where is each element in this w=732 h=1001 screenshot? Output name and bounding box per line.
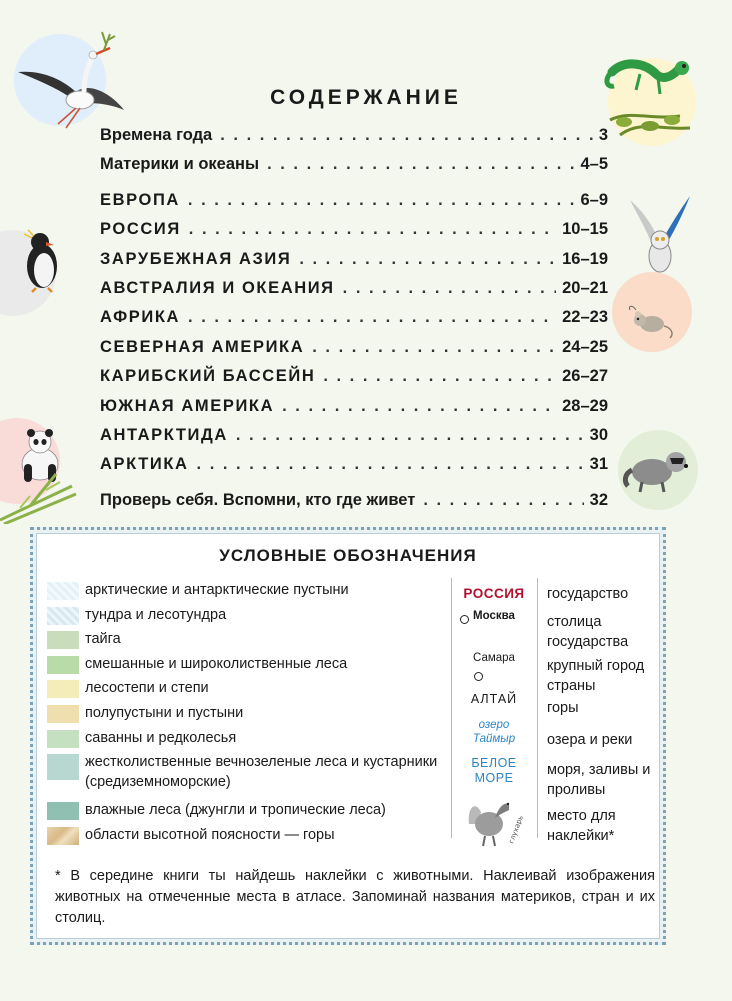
- symbol-capital-sample: Москва: [473, 610, 515, 622]
- contents-item-pages: 28–29: [562, 396, 608, 415]
- contents-item-label: АНТАРКТИДА: [100, 425, 228, 444]
- zone-label: полупустыни и пустыни: [85, 704, 244, 721]
- symbol-city-sample: Самара: [473, 652, 515, 664]
- contents-item-pages: 26–27: [562, 367, 608, 386]
- contents-item[interactable]: [100, 220, 608, 249]
- contents-item-label: Времена года: [100, 126, 213, 144]
- zone-item: [47, 605, 451, 630]
- meaning-state: государство: [547, 586, 629, 602]
- zone-label: тайга: [85, 631, 121, 648]
- contents-item-pages: 3: [598, 126, 608, 144]
- symbol-sea-line2: МОРЕ: [474, 771, 514, 785]
- mouse-illustration: [626, 300, 678, 340]
- leader-dots: [189, 220, 556, 239]
- zone-label: тундра и лесотундра: [85, 606, 227, 623]
- leader-dots: [197, 455, 584, 474]
- stork-illustration: [18, 30, 128, 130]
- symbol-lake-line2: Таймыр: [472, 733, 516, 745]
- zone-label: лесостепи и степи: [85, 680, 209, 697]
- owl-illustration: [624, 192, 696, 282]
- zone-item: [47, 580, 451, 605]
- zone-swatch: [47, 680, 79, 698]
- meaning-seas: моря, заливы и проливы: [547, 762, 651, 798]
- natural-zones-list: [47, 580, 451, 849]
- leader-dots: [236, 426, 584, 445]
- contents-item[interactable]: [100, 279, 608, 308]
- zone-swatch: [47, 631, 79, 649]
- zone-label: влажные леса (джунгли и тропические леса): [85, 802, 386, 819]
- zone-swatch: [47, 582, 79, 600]
- contents-list: [100, 126, 608, 520]
- contents-item-label: СЕВЕРНАЯ АМЕРИКА: [100, 337, 305, 356]
- zone-swatch mountain-texture: [47, 827, 79, 845]
- leader-dots: [423, 491, 583, 510]
- legend-title: УСЛОВНЫЕ ОБОЗНАЧЕНИЯ: [219, 546, 477, 565]
- contents-item-pages: 32: [589, 490, 608, 509]
- symbol-lake: [451, 718, 537, 746]
- contents-item[interactable]: [100, 491, 608, 520]
- contents-item-label: ЮЖНАЯ АМЕРИКА: [100, 396, 275, 415]
- column-divider: [537, 578, 538, 838]
- contents-item-pages: 10–15: [562, 220, 608, 239]
- contents-item-label: АРКТИКА: [100, 455, 189, 474]
- leader-dots: [299, 250, 556, 269]
- contents-item-pages: 31: [589, 455, 608, 474]
- capital-marker-icon: [421, 611, 507, 629]
- sticker-footnote: * В середине книги ты найдешь наклейки с животными. Наклеивай изображения животных на отмеченные места в атласе. Запоминай названия материков, стран и их столиц.: [55, 868, 655, 926]
- zone-label: саванны и редколесья: [85, 729, 237, 746]
- leader-dots: [188, 191, 575, 210]
- contents-item-label: АФРИКА: [100, 308, 181, 327]
- contents-item-label: ЗАРУБЕЖНАЯ АЗИЯ: [100, 249, 292, 268]
- contents-item[interactable]: [100, 308, 608, 337]
- zone-item: [47, 654, 451, 679]
- penguin-illustration: [18, 228, 66, 294]
- zone-swatch: [47, 754, 79, 780]
- contents-item[interactable]: [100, 155, 608, 184]
- contents-item-label: РОССИЯ: [100, 220, 181, 239]
- zone-item: [47, 825, 451, 850]
- contents-item-pages: 16–19: [562, 249, 608, 268]
- city-marker-icon: [435, 668, 521, 686]
- symbol-state-sample: РОССИЯ: [463, 586, 525, 601]
- zone-swatch: [47, 607, 79, 625]
- legend-panel: [36, 533, 660, 939]
- contents-item[interactable]: [100, 397, 608, 426]
- meaning-lakes: озера и реки: [547, 732, 633, 748]
- leader-dots: [312, 338, 556, 357]
- zone-swatch: [47, 656, 79, 674]
- contents-item-label: Проверь себя. Вспомни, кто где живет: [100, 490, 416, 509]
- leader-dots: [267, 155, 574, 174]
- meaning-sticker: место для наклейки*: [547, 808, 616, 844]
- meaning-capital: столица государства: [547, 614, 629, 650]
- contents-item[interactable]: [100, 455, 608, 484]
- zone-item: [47, 752, 451, 800]
- zone-swatch: [47, 802, 79, 820]
- meaning-mountains: горы: [547, 700, 579, 716]
- symbol-sea: [451, 756, 537, 786]
- contents-item-pages: 4–5: [580, 155, 608, 174]
- symbol-sea-line1: БЕЛОЕ: [471, 756, 517, 770]
- leader-dots: [282, 397, 556, 416]
- capercaillie-sticker-icon: [465, 794, 525, 850]
- contents-item[interactable]: [100, 126, 608, 155]
- contents-item[interactable]: [100, 367, 608, 396]
- zone-item: [47, 703, 451, 728]
- zone-label: смешанные и широколиственные леса: [85, 655, 348, 672]
- contents-title: СОДЕРЖАНИЕ: [270, 86, 462, 109]
- symbol-lake-line1: озеро: [478, 719, 510, 731]
- contents-item-label: КАРИБСКИЙ БАССЕЙН: [100, 367, 316, 386]
- zone-swatch: [47, 705, 79, 723]
- contents-item[interactable]: [100, 191, 608, 220]
- leader-dots: [188, 308, 556, 327]
- meaning-city: крупный город страны: [547, 658, 645, 694]
- contents-item-pages: 20–21: [562, 278, 608, 297]
- contents-item-pages: 6–9: [580, 190, 608, 209]
- zone-item: [47, 678, 451, 703]
- contents-item-pages: 30: [589, 425, 608, 444]
- sticker-bird-caption: глухарь: [507, 814, 525, 845]
- zone-item: [47, 629, 451, 654]
- leader-dots: [220, 126, 593, 145]
- contents-item[interactable]: [100, 250, 608, 279]
- zone-item: [47, 728, 451, 753]
- zone-swatch: [47, 730, 79, 748]
- panda-illustration: [0, 420, 80, 524]
- contents-item-label: АВСТРАЛИЯ И ОКЕАНИЯ: [100, 278, 335, 297]
- raccoon-illustration: [622, 440, 694, 496]
- contents-item-pages: 22–23: [562, 308, 608, 327]
- contents-item[interactable]: [100, 426, 608, 455]
- zone-item: [47, 800, 451, 825]
- zone-label: области высотной поясности — горы: [85, 826, 335, 843]
- zone-label: жестколиственные вечнозеленые леса и кустарники (средиземноморские): [85, 754, 438, 791]
- contents-item-label: ЕВРОПА: [100, 190, 180, 209]
- contents-item-label: Материки и океаны: [100, 155, 260, 174]
- symbol-mountains-sample: АЛТАЙ: [470, 692, 518, 706]
- zone-label: арктические и антарктические пустыни: [85, 582, 349, 598]
- leader-dots: [323, 367, 556, 386]
- contents-item-pages: 24–25: [562, 337, 608, 356]
- leader-dots: [343, 279, 556, 298]
- contents-item[interactable]: [100, 338, 608, 367]
